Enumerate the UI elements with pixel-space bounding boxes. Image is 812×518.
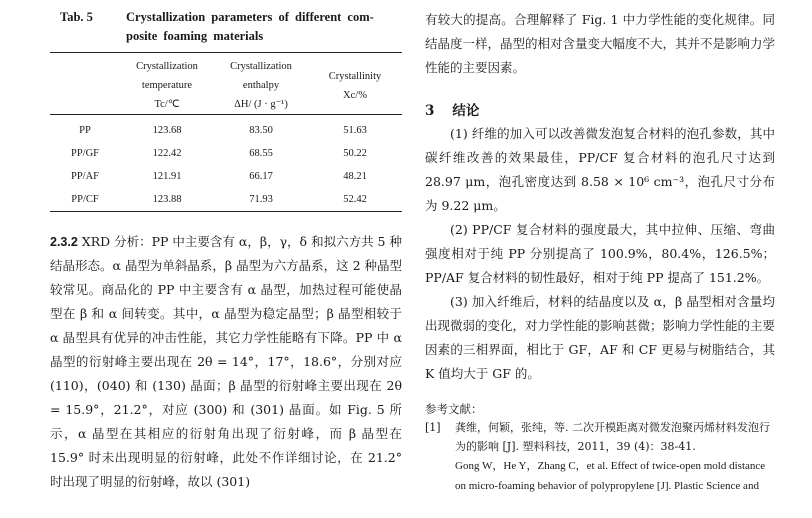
section-3-heading xyxy=(425,100,775,122)
section-number: 2.3.2 xyxy=(50,235,78,249)
heading-number: 3 xyxy=(425,103,435,119)
left-column xyxy=(50,8,402,494)
table-row: PP/GF 122.42 68.55 50.22 xyxy=(70,148,367,159)
reference-number: [1] xyxy=(425,421,441,434)
reference-item xyxy=(425,418,775,496)
header-xc: Crystallinity Xc/% xyxy=(308,53,402,115)
header-tc: Crystallization temperature Tc/℃ xyxy=(120,53,214,115)
table-row: PP 123.68 83.50 51.63 xyxy=(79,125,367,136)
section-body: XRD 分析：PP 中主要含有 α，β，γ，δ 和拟六方共 5 种结晶形态。α 晶型为单斜晶系，β 晶型为六方晶系，这 2 种晶型较常见。商品化的 PP 中主要含有 α 晶型，加热过程可能使晶型在 β 和 α 间转变。其中，α 晶型为稳定晶型；β 晶型相较于 α 晶型具有优异的冲击性能，其它力学性能略有下降。PP 中 α 晶型的衍射峰主要出现在 2θ = 14°，17°，18.6°，分别对应 (110)，(040) 和 (130) 晶面；β 晶型的衍射峰主要出现在 2θ = 15.9°，21.2°，对应 (300) 和 (301) 晶面。如 Fig. 5 所示，α 晶型在其相应的衍射角出现了衍射峰，而 β 晶型在 15.9° 时未出现明显的衍射峰，此处不作详细讨论，在 21.2° 时出现了明显的衍射峰，故以 (301) xyxy=(50,234,403,489)
section-2-3-2-paragraph xyxy=(50,230,402,494)
conclusion-1: (1) 纤维的加入可以改善微发泡复合材料的泡孔参数，其中碳纤维改善的效果最佳，PP/CF 复合材料的泡孔尺寸达到 28.97 μm，泡孔密度达到 8.58 × 10⁶ cm⁻³，泡孔尺寸分布为 9.22 μm。 xyxy=(425,126,775,213)
table-label: Tab. 5 xyxy=(60,10,93,24)
references-title: 参考文献： xyxy=(425,402,483,416)
right-column xyxy=(425,8,775,496)
heading-title: 结论 xyxy=(452,103,480,119)
reference-cn: 龚维，何颖，张纯，等. 二次开模距离对微发泡聚丙烯材料发泡行为的影响 [J]. 塑料科技，2011，39 (4)：38-41. xyxy=(455,421,770,453)
crystallization-table xyxy=(50,52,402,212)
table-row: PP/AF 121.91 66.17 48.21 xyxy=(70,171,367,182)
header-dh: Crystallization enthalpy ΔH/ (J · g⁻¹) xyxy=(214,53,308,115)
table-row: PP/CF 123.88 71.93 52.42 xyxy=(50,188,402,212)
table-caption xyxy=(50,8,402,46)
conclusion-2: (2) PP/CF 复合材料的强度最大，其中拉伸、压缩、弯曲强度相对于纯 PP 分别提高了 100.9%，80.4%，126.5%；PP/AF 复合材料的韧性最好，相对于纯 PP 提高了 151.2%。 xyxy=(425,222,775,285)
continuation-paragraph: 有较大的提高。合理解释了 Fig. 1 中力学性能的变化规律。同结晶度一样，晶型的相对含量变大幅度不大，其并不是影响力学性能的主要因素。 xyxy=(425,12,776,75)
conclusion-3: (3) 加入纤维后，材料的结晶度以及 α，β 晶型相对含量均出现微弱的变化，对力学性能的影响甚微；影响力学性能的主要因素的三相界面，相比于 GF，AF 和 CF 更易与树脂结合，其 K 值均大于 GF 的。 xyxy=(425,294,776,381)
reference-en: Gong W，He Y，Zhang C，et al. Effect of twice-open mold distance on micro-foaming behavior of polypropylene [J]. Plastic Science and xyxy=(455,460,766,492)
table-caption-text: Crystallization parameters of different com-posite foaming materials xyxy=(126,10,374,43)
